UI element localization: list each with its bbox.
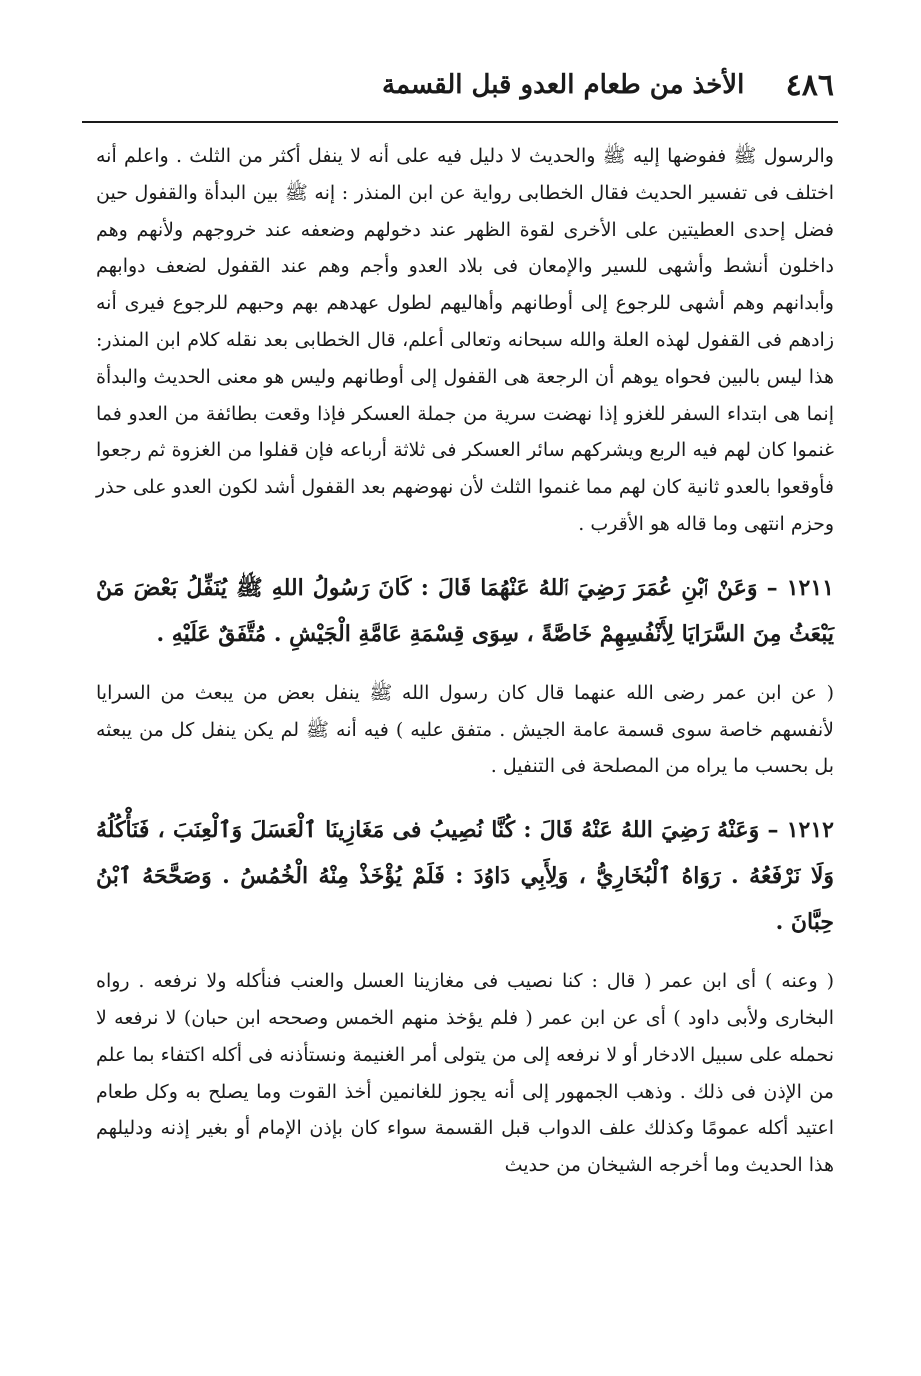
header-rule: [82, 121, 838, 123]
hadith-1211: ١٢١١ – وَعَنْ ٱبْنِ عُمَرَ رَضِيَ ٱللهُ عَنْهُمَا قَالَ : كَانَ رَسُولُ اللهِ ﷺ يُنَفِّلُ بَعْضَ مَنْ يَبْعَثُ مِنَ السَّرَايَا لِأَنْفُسِهِمْ خَاصَّةً ، سِوَى قِسْمَةِ عَامَّةِ الْجَيْشِ . مُتَّفَقٌ عَلَيْهِ .: [96, 574, 834, 647]
commentary-paragraph-3: ( وعنه ) أى ابن عمر ( قال : كنا نصيب فى مغازينا العسل والعنب فنأكله ولا نرفعه . رواه البخارى ولأبى داود ) أى عن ابن عمر ( فلم يؤخذ منهم الخمس وصححه ابن حبان) لا نرفعه لا نحمله على سبيل الادخار أو لا نرفعه إلى من يتولى أمر الغنيمة ونستأذنه فى أكله اكتفاء بما علم من الإذن فى ذلك . وذهب الجمهور إلى أنه يجوز للغانمين أخذ القوت وما يصلح به وكل طعام اعتيد أكله عمومًا وكذلك علف الدواب قبل القسمة سواء كان بإذن الإمام أو بغير إذنه ودليلهم هذا الحديث وما أخرجه الشيخان من حديث: [96, 970, 834, 1177]
hadith-1212: ١٢١٢ – وَعَنْهُ رَضِيَ اللهُ عَنْهُ قَالَ : كُنَّا نُصِيبُ فى مَغَازِينَا ٱلْعَسَلَ وَٱلْعِنَبَ ، فَنَأْكُلُهُ وَلَا نَرْفَعُهُ . رَوَاهُ ٱلْبُخَارِيُّ ، وَلِأَبِي دَاوُدَ : فَلَمْ يُؤْخَذْ مِنْهُ الْخُمُسُ . وَصَحَّحَهُ ٱبْنُ حِبَّانَ .: [96, 817, 834, 936]
page-body: [96, 138, 834, 1184]
page-header: [82, 60, 838, 110]
running-title: الأخذ من طعام العدو قبل القسمة: [382, 70, 745, 100]
commentary-paragraph-2: ( عن ابن عمر رضى الله عنهما قال كان رسول الله ﷺ ينفل بعض من يبعث من السرايا لأنفسهم خاصة سوى قسمة عامة الجيش . متفق عليه ) فيه أنه ﷺ لم يكن ينفل كل من يبعثه بل بحسب ما يراه من المصلحة فى التنفيل .: [96, 681, 834, 778]
page-number: ٤٨٦: [785, 67, 834, 103]
commentary-paragraph-1: والرسول ﷺ ففوضها إليه ﷺ والحديث لا دليل فيه على أنه لا ينفل أكثر من الثلث . واعلم أنه اختلف فى تفسير الحديث فقال الخطابى رواية عن ابن المنذر : إنه ﷺ بين البدأة والقفول حين فضل إحدى العطيتين على الأخرى لقوة الظهر عند دخولهم وضعفه عند خروجهم ولأنهم وهم داخلون أنشط وأشهى للسير والإمعان فى بلاد العدو وأجم وهم عند القفول لضعف دوابهم وأبدانهم وهم أشهى للرجوع إلى أوطانهم وأهاليهم لطول عهدهم بهم وحبهم للرجوع فيرى أنه زادهم فى القفول لهذه العلة والله سبحانه وتعالى أعلم، قال الخطابى بعد نقله كلام ابن المنذر: هذا ليس بالبين فحواه يوهم أن الرجعة هى القفول إلى أوطانهم وليس هو معنى الحديث والبدأة إنما هى ابتداء السفر للغزو إذا نهضت سرية من جملة العسكر فإذا وقعت بطائفة من العدو فما غنموا كان لهم فيه الربع ويشركهم سائر العسكر فى ثلاثة أرباعه فإن قفلوا من الغزوة ثم رجعوا فأوقعوا بالعدو ثانية كان لهم مما غنموا الثلث لأن نهوضهم بعد القفول أشد لكون العدو على حذر وحزم انتهى وما قاله هو الأقرب .: [96, 145, 834, 535]
